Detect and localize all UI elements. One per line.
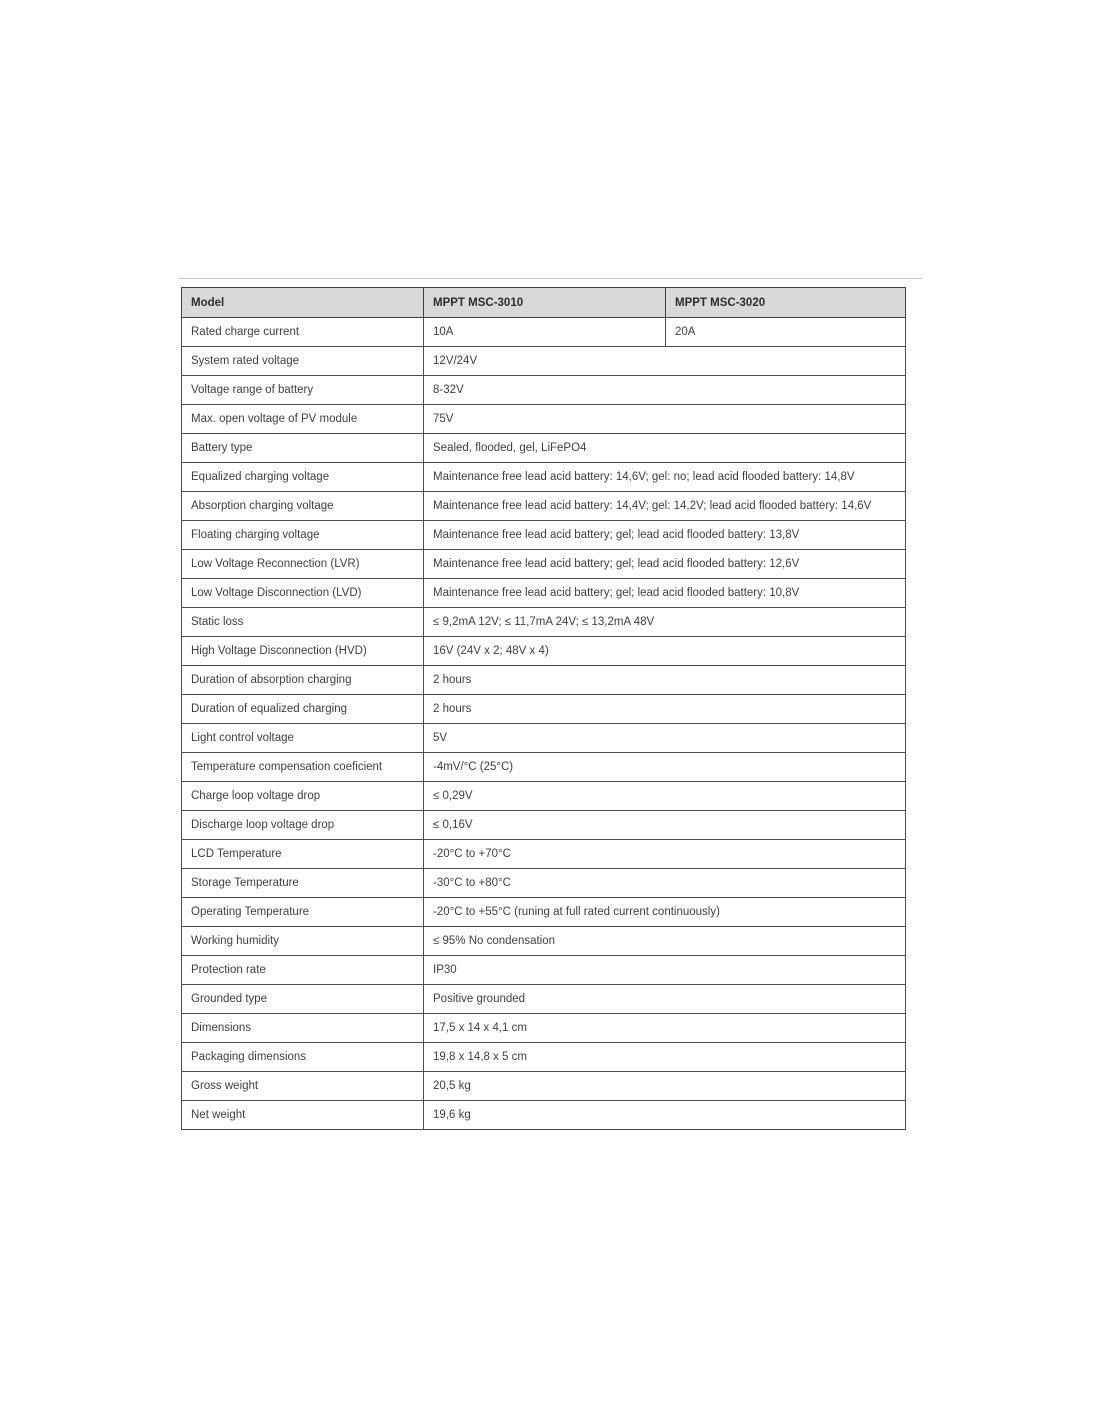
spec-value-cell: 8-32V: [424, 376, 906, 405]
table-row: [182, 956, 906, 985]
spec-label-cell: Dimensions: [182, 1014, 424, 1043]
table-row: [182, 1101, 906, 1130]
spec-value-cell: 2 hours: [424, 666, 906, 695]
table-row: [182, 608, 906, 637]
column-header-msc-3020: MPPT MSC-3020: [666, 288, 906, 318]
spec-label-cell: Duration of equalized charging: [182, 695, 424, 724]
table-row: [182, 1072, 906, 1101]
spec-label-cell: Gross weight: [182, 1072, 424, 1101]
spec-label-cell: Max. open voltage of PV module: [182, 405, 424, 434]
spec-value-cell: 5V: [424, 724, 906, 753]
spec-value-cell: 19,8 x 14,8 x 5 cm: [424, 1043, 906, 1072]
spec-label-cell: Low Voltage Reconnection (LVR): [182, 550, 424, 579]
spec-value-cell: Sealed, flooded, gel, LiFePO4: [424, 434, 906, 463]
table-row: [182, 782, 906, 811]
spec-label-cell: Net weight: [182, 1101, 424, 1130]
spec-value-cell: Maintenance free lead acid battery; gel; lead acid flooded battery: 13,8V: [424, 521, 906, 550]
spec-label-cell: Charge loop voltage drop: [182, 782, 424, 811]
spec-value-cell: 10A: [424, 318, 666, 347]
spec-label-cell: Discharge loop voltage drop: [182, 811, 424, 840]
table-row: [182, 492, 906, 521]
spec-label-cell: LCD Temperature: [182, 840, 424, 869]
table-header-row: [182, 288, 906, 318]
spec-label-cell: Static loss: [182, 608, 424, 637]
spec-value-cell: 75V: [424, 405, 906, 434]
spec-value-cell: ≤ 9,2mA 12V; ≤ 11,7mA 24V; ≤ 13,2mA 48V: [424, 608, 906, 637]
spec-label-cell: Light control voltage: [182, 724, 424, 753]
table-row: [182, 927, 906, 956]
table-row: [182, 695, 906, 724]
spec-value-cell: Maintenance free lead acid battery: 14,6V; gel: no; lead acid flooded battery: 14,8V: [424, 463, 906, 492]
spec-value-cell: 20,5 kg: [424, 1072, 906, 1101]
spec-value-cell: Maintenance free lead acid battery; gel; lead acid flooded battery: 12,6V: [424, 550, 906, 579]
spec-label-cell: Temperature compensation coeficient: [182, 753, 424, 782]
spec-value-cell: ≤ 0,16V: [424, 811, 906, 840]
table-row: [182, 434, 906, 463]
spec-value-cell: Positive grounded: [424, 985, 906, 1014]
spec-value-cell: Maintenance free lead acid battery: 14,4V; gel: 14,2V; lead acid flooded battery: 14,6V: [424, 492, 906, 521]
table-row: [182, 1043, 906, 1072]
table-row: [182, 869, 906, 898]
specifications-table: [181, 287, 906, 1130]
spec-label-cell: Grounded type: [182, 985, 424, 1014]
spec-label-cell: Absorption charging voltage: [182, 492, 424, 521]
table-row: [182, 666, 906, 695]
spec-value-cell: 19,6 kg: [424, 1101, 906, 1130]
spec-label-cell: Low Voltage Disconnection (LVD): [182, 579, 424, 608]
table-row: [182, 405, 906, 434]
spec-value-cell: -4mV/°C (25°C): [424, 753, 906, 782]
spec-value-cell: 16V (24V x 2; 48V x 4): [424, 637, 906, 666]
spec-label-cell: High Voltage Disconnection (HVD): [182, 637, 424, 666]
table-row: [182, 637, 906, 666]
spec-label-cell: Voltage range of battery: [182, 376, 424, 405]
spec-label-cell: Rated charge current: [182, 318, 424, 347]
table-row: [182, 811, 906, 840]
table-row: [182, 753, 906, 782]
spec-label-cell: Battery type: [182, 434, 424, 463]
spec-label-cell: Duration of absorption charging: [182, 666, 424, 695]
table-row: [182, 724, 906, 753]
spec-label-cell: Working humidity: [182, 927, 424, 956]
spec-label-cell: Protection rate: [182, 956, 424, 985]
table-row: [182, 376, 906, 405]
spec-label-cell: Packaging dimensions: [182, 1043, 424, 1072]
spec-value-cell: ≤ 0,29V: [424, 782, 906, 811]
column-header-model: Model: [182, 288, 424, 318]
table-row: [182, 550, 906, 579]
column-header-msc-3010: MPPT MSC-3010: [424, 288, 666, 318]
table-row: [182, 1014, 906, 1043]
spec-value-cell: 17,5 x 14 x 4,1 cm: [424, 1014, 906, 1043]
table-row: [182, 840, 906, 869]
spec-value-cell: 2 hours: [424, 695, 906, 724]
table-row: [182, 985, 906, 1014]
spec-value-cell: IP30: [424, 956, 906, 985]
table-row: [182, 579, 906, 608]
spec-label-cell: Storage Temperature: [182, 869, 424, 898]
spec-label-cell: Equalized charging voltage: [182, 463, 424, 492]
table-row: [182, 898, 906, 927]
spec-label-cell: Floating charging voltage: [182, 521, 424, 550]
spec-table-body: [182, 318, 906, 1130]
spec-value-cell: 20A: [666, 318, 906, 347]
spec-value-cell: ≤ 95% No condensation: [424, 927, 906, 956]
spec-value-cell: -20°C to +70°C: [424, 840, 906, 869]
spec-value-cell: -20°C to +55°C (runing at full rated current continuously): [424, 898, 906, 927]
table-row: [182, 347, 906, 376]
spec-label-cell: System rated voltage: [182, 347, 424, 376]
spec-label-cell: Operating Temperature: [182, 898, 424, 927]
spec-value-cell: -30°C to +80°C: [424, 869, 906, 898]
table-row: [182, 318, 906, 347]
table-row: [182, 521, 906, 550]
table-row: [182, 463, 906, 492]
spec-value-cell: 12V/24V: [424, 347, 906, 376]
spec-value-cell: Maintenance free lead acid battery; gel; lead acid flooded battery: 10,8V: [424, 579, 906, 608]
top-divider-line: [178, 278, 922, 279]
